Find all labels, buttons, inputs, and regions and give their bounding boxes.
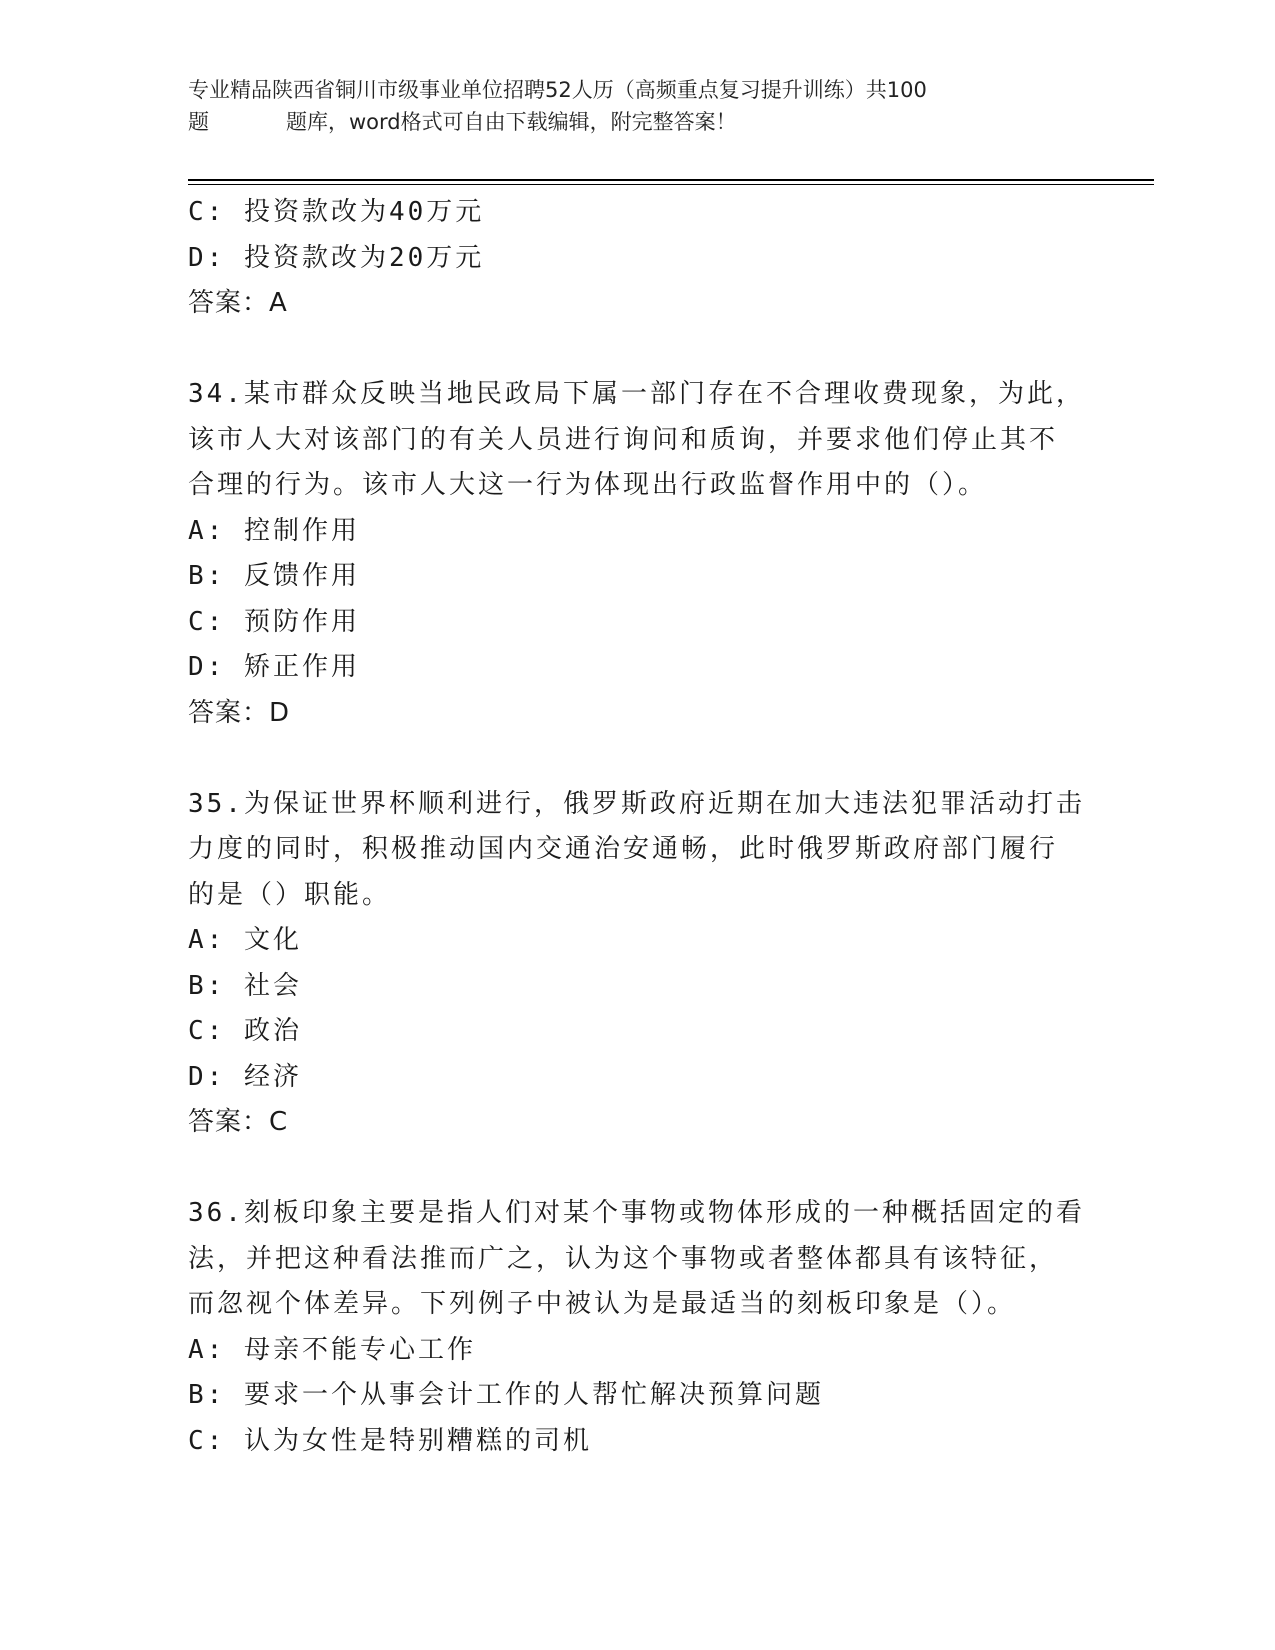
- option-a: A: 文化: [188, 925, 302, 955]
- header-divider-thick: [188, 179, 1154, 181]
- option-b: B: 要求一个从事会计工作的人帮忙解决预算问题: [188, 1380, 824, 1410]
- option-c: C: 预防作用: [188, 606, 360, 637]
- question-text-line: 的是（）职能。: [188, 879, 392, 910]
- answer-line: 答案：C: [188, 1107, 289, 1137]
- option-a: A: 控制作用: [188, 515, 360, 546]
- answer-line: 答案：A: [188, 288, 288, 318]
- spacer: [188, 1146, 1088, 1192]
- question-text-line: 35.为保证世界杯顺利进行，俄罗斯政府近期在加大违法犯罪活动打击: [188, 788, 1085, 819]
- question-34: [188, 372, 1088, 736]
- option-c: C: 认为女性是特别糟糕的司机: [188, 1425, 592, 1456]
- option-c: C: 投资款改为40万元: [188, 197, 485, 227]
- header-divider-thin: [188, 184, 1154, 185]
- question-text-line: 合理的行为。该市人大这一行为体现出行政监督作用中的（）。: [188, 470, 988, 500]
- question-text-line: 而忽视个体差异。下列例子中被认为是最适当的刻板印象是（）。: [188, 1289, 1017, 1319]
- spacer: [188, 327, 1088, 373]
- question-text-line: 法，并把这种看法推而广之，认为这个事物或者整体都具有该特征，: [188, 1243, 1059, 1274]
- option-d: D: 投资款改为20万元: [188, 242, 485, 273]
- question-text-line: 力度的同时，积极推动国内交通治安通畅，此时俄罗斯政府部门履行: [188, 834, 1059, 864]
- header-title-line1: 专业精品陕西省铜川市级事业单位招聘52人历（高频重点复习提升训练）共100: [188, 78, 927, 102]
- question-text-line: 34.某市群众反映当地民政局下属一部门存在不合理收费现象，为此，: [188, 379, 1085, 409]
- answer-line: 答案：D: [188, 697, 291, 728]
- question-text-line: 36.刻板印象主要是指人们对某个事物或物体形成的一种概括固定的看: [188, 1198, 1085, 1228]
- option-c: C: 政治: [188, 1016, 302, 1046]
- question-36: [188, 1191, 1088, 1464]
- question-35: [188, 782, 1088, 1146]
- option-d: D: 经济: [188, 1061, 302, 1092]
- document-body: [188, 190, 1088, 1464]
- option-b: B: 反馈作用: [188, 561, 360, 591]
- header-line2-right: 题库，word格式可自由下载编辑，附完整答案！: [286, 110, 737, 134]
- option-b: B: 社会: [188, 970, 302, 1001]
- question-text-line: 该市人大对该部门的有关人员进行询问和质询，并要求他们停止其不: [188, 424, 1059, 455]
- spacer: [188, 736, 1088, 782]
- header-title-line2: [188, 106, 1088, 138]
- page-header: [188, 74, 1088, 138]
- header-line2-left: 题: [188, 110, 209, 134]
- option-d: D: 矫正作用: [188, 652, 360, 682]
- question-33-fragment: [188, 190, 1088, 327]
- option-a: A: 母亲不能专心工作: [188, 1334, 476, 1365]
